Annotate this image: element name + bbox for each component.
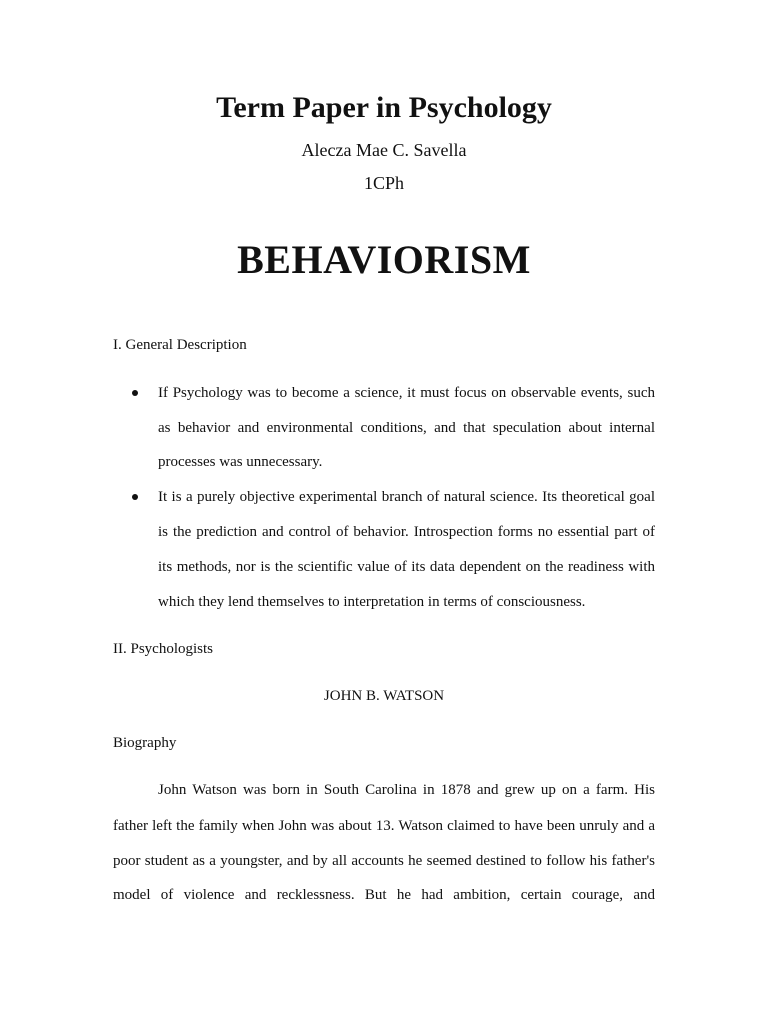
- bullet-line: It is a purely objective experimental branch of natural science. Its theoretical goal: [158, 489, 655, 505]
- bullet-line: its methods, nor is the scientific value of its data dependent on the readiness with: [158, 559, 655, 575]
- bullet-line: If Psychology was to become a science, it must focus on observable events, such: [158, 385, 655, 401]
- paragraph-line: model of violence and recklessness. But he had ambition, certain courage, and: [113, 887, 655, 903]
- biography-heading: Biography: [113, 735, 177, 751]
- paragraph-line: poor student as a youngster, and by all accounts he seemed destined to follow his father's: [113, 853, 655, 869]
- paragraph-line: father left the family when John was about 13. Watson claimed to have been unruly and a: [113, 818, 655, 834]
- bullet-line: as behavior and environmental conditions, and that speculation about internal: [158, 420, 655, 436]
- bullet-line: processes was unnecessary.: [158, 454, 323, 470]
- class-section: 1CPh: [363, 173, 405, 193]
- paper-title: Term Paper in Psychology: [216, 91, 552, 124]
- paragraph-line: John Watson was born in South Carolina in 1878 and grew up on a farm. His: [158, 782, 655, 798]
- psychologist-name: JOHN B. WATSON: [323, 688, 445, 704]
- bullet-icon: [132, 494, 138, 500]
- section-heading-general-description: I. General Description: [113, 337, 247, 353]
- bullet-icon: [132, 390, 138, 396]
- section-heading-psychologists: II. Psychologists: [113, 641, 214, 657]
- bullet-line: which they lend themselves to interpretation in terms of consciousness.: [158, 594, 586, 610]
- main-heading: BEHAVIORISM: [237, 237, 531, 282]
- author-name: Alecza Mae C. Savella: [301, 140, 467, 160]
- bullet-line: is the prediction and control of behavior. Introspection forms no essential part of: [158, 524, 655, 540]
